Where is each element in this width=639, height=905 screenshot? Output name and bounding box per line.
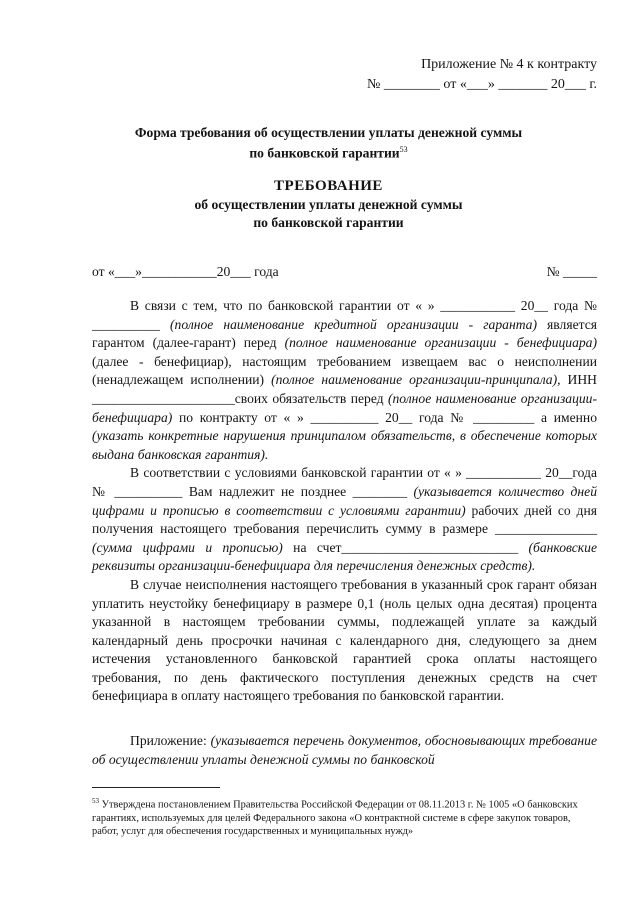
document-body (92, 297, 597, 769)
text-run: (полное наименование кредитной организации - гаранта) (170, 316, 537, 332)
text-run: (указывается перечень документов, обосновывающих требование об осуществлении уплаты денежной суммы по банковской (92, 733, 597, 767)
text-run: (полное наименование организации - бенефициара) (284, 335, 598, 351)
footnote-divider (92, 787, 220, 788)
text-run: (полное наименование организации-принципала), (271, 372, 561, 388)
paragraph-2 (92, 464, 597, 576)
requirement-date: от «___»___________20___ года (92, 264, 279, 279)
text-run: В связи с тем, что по банковской гарантии от « » ___________ 20__ года № __________ (92, 298, 597, 332)
contract-annex-header (367, 55, 597, 95)
footnote-number: 53 (92, 797, 99, 805)
footnote (92, 795, 597, 839)
paragraph-1 (92, 297, 597, 464)
text-run: (банковские реквизиты организации-бенефициара для перечисления денежных средств). (92, 539, 597, 574)
requirement-heading (60, 177, 597, 232)
text-run: по контракту от « » __________ 20__ года № _________ а именно (172, 409, 597, 425)
annex-line-2: № ________ от «___» _______ 20___ г. (367, 77, 597, 92)
annex-line-1: Приложение № 4 к контракту (421, 57, 597, 72)
text-run: (указать конкретные нарушения принципалом обязательств, в обеспечение которых выдана банковская гарантия). (92, 428, 597, 462)
text-run: рабочих дней со дня получения настоящего требования перечислить сумму в размере _______________ (92, 502, 597, 537)
form-title-line-2: по банковской гарантии (249, 145, 400, 161)
paragraph-attachments (92, 732, 597, 769)
requirement-title: ТРЕБОВАНИЕ (274, 178, 383, 194)
paragraph-3 (92, 576, 597, 706)
text-run: (полное наименование организации-бенефициара) (92, 390, 597, 425)
text-run: на счет__________________________ (282, 539, 529, 555)
requirement-subtitle-2: по банковской гарантии (253, 215, 404, 230)
text-run: (указывается количество дней цифрами и прописью в соответствии с условиями гарантии) (92, 483, 598, 518)
footnote-text: Утверждена постановлением Правительства Российской Федерации от 08.11.2013 г. № 1005 «О банковских гарантиях, используемых для целей Федерального закона «О контрактной системе в сфере закупок товаров, работ, услуг для обеспечения государственных и муниципальных нужд» (92, 799, 578, 838)
text-run: В случае неисполнения настоящего требования в указанный срок гарант обязан уплатить неустойку бенефициару в размере 0,1 (ноль целых одна десятая) процента указанной в настоящем требовании суммы, подлежащей уплате за каждый календарный день просрочки начиная с календарного дня, следующего за днем истечения установленного банковской гарантией срока оплаты настоящего требования, по день фактического поступления денежных средств на счет бенефициара в оплату настоящего требования по банковской гарантии. (92, 576, 597, 704)
text-run: В соответствии с условиями банковской гарантии от « » ___________ 20__года № __________ Вам надлежит не позднее ________ (92, 465, 597, 499)
requirement-subtitle-1: об осуществлении уплаты денежной суммы (194, 197, 463, 212)
text-run: (далее - бенефициар), настоящим требованием извещаем вас о неисполнении (ненадлежащем исполнении) (92, 353, 597, 388)
text-run: является гарантом (далее-гарант) перед (92, 316, 598, 351)
form-title (60, 124, 597, 162)
text-run: Приложение: (130, 733, 211, 749)
text-run: (сумма цифрами и прописью) (92, 539, 283, 555)
form-title-line-1: Форма требования об осуществлении уплаты денежной суммы (134, 125, 523, 140)
text-run: ИНН _____________________своих обязательств перед (92, 372, 597, 406)
footnote-ref-mark: 53 (399, 145, 408, 154)
requirement-number: № _____ (546, 264, 597, 279)
